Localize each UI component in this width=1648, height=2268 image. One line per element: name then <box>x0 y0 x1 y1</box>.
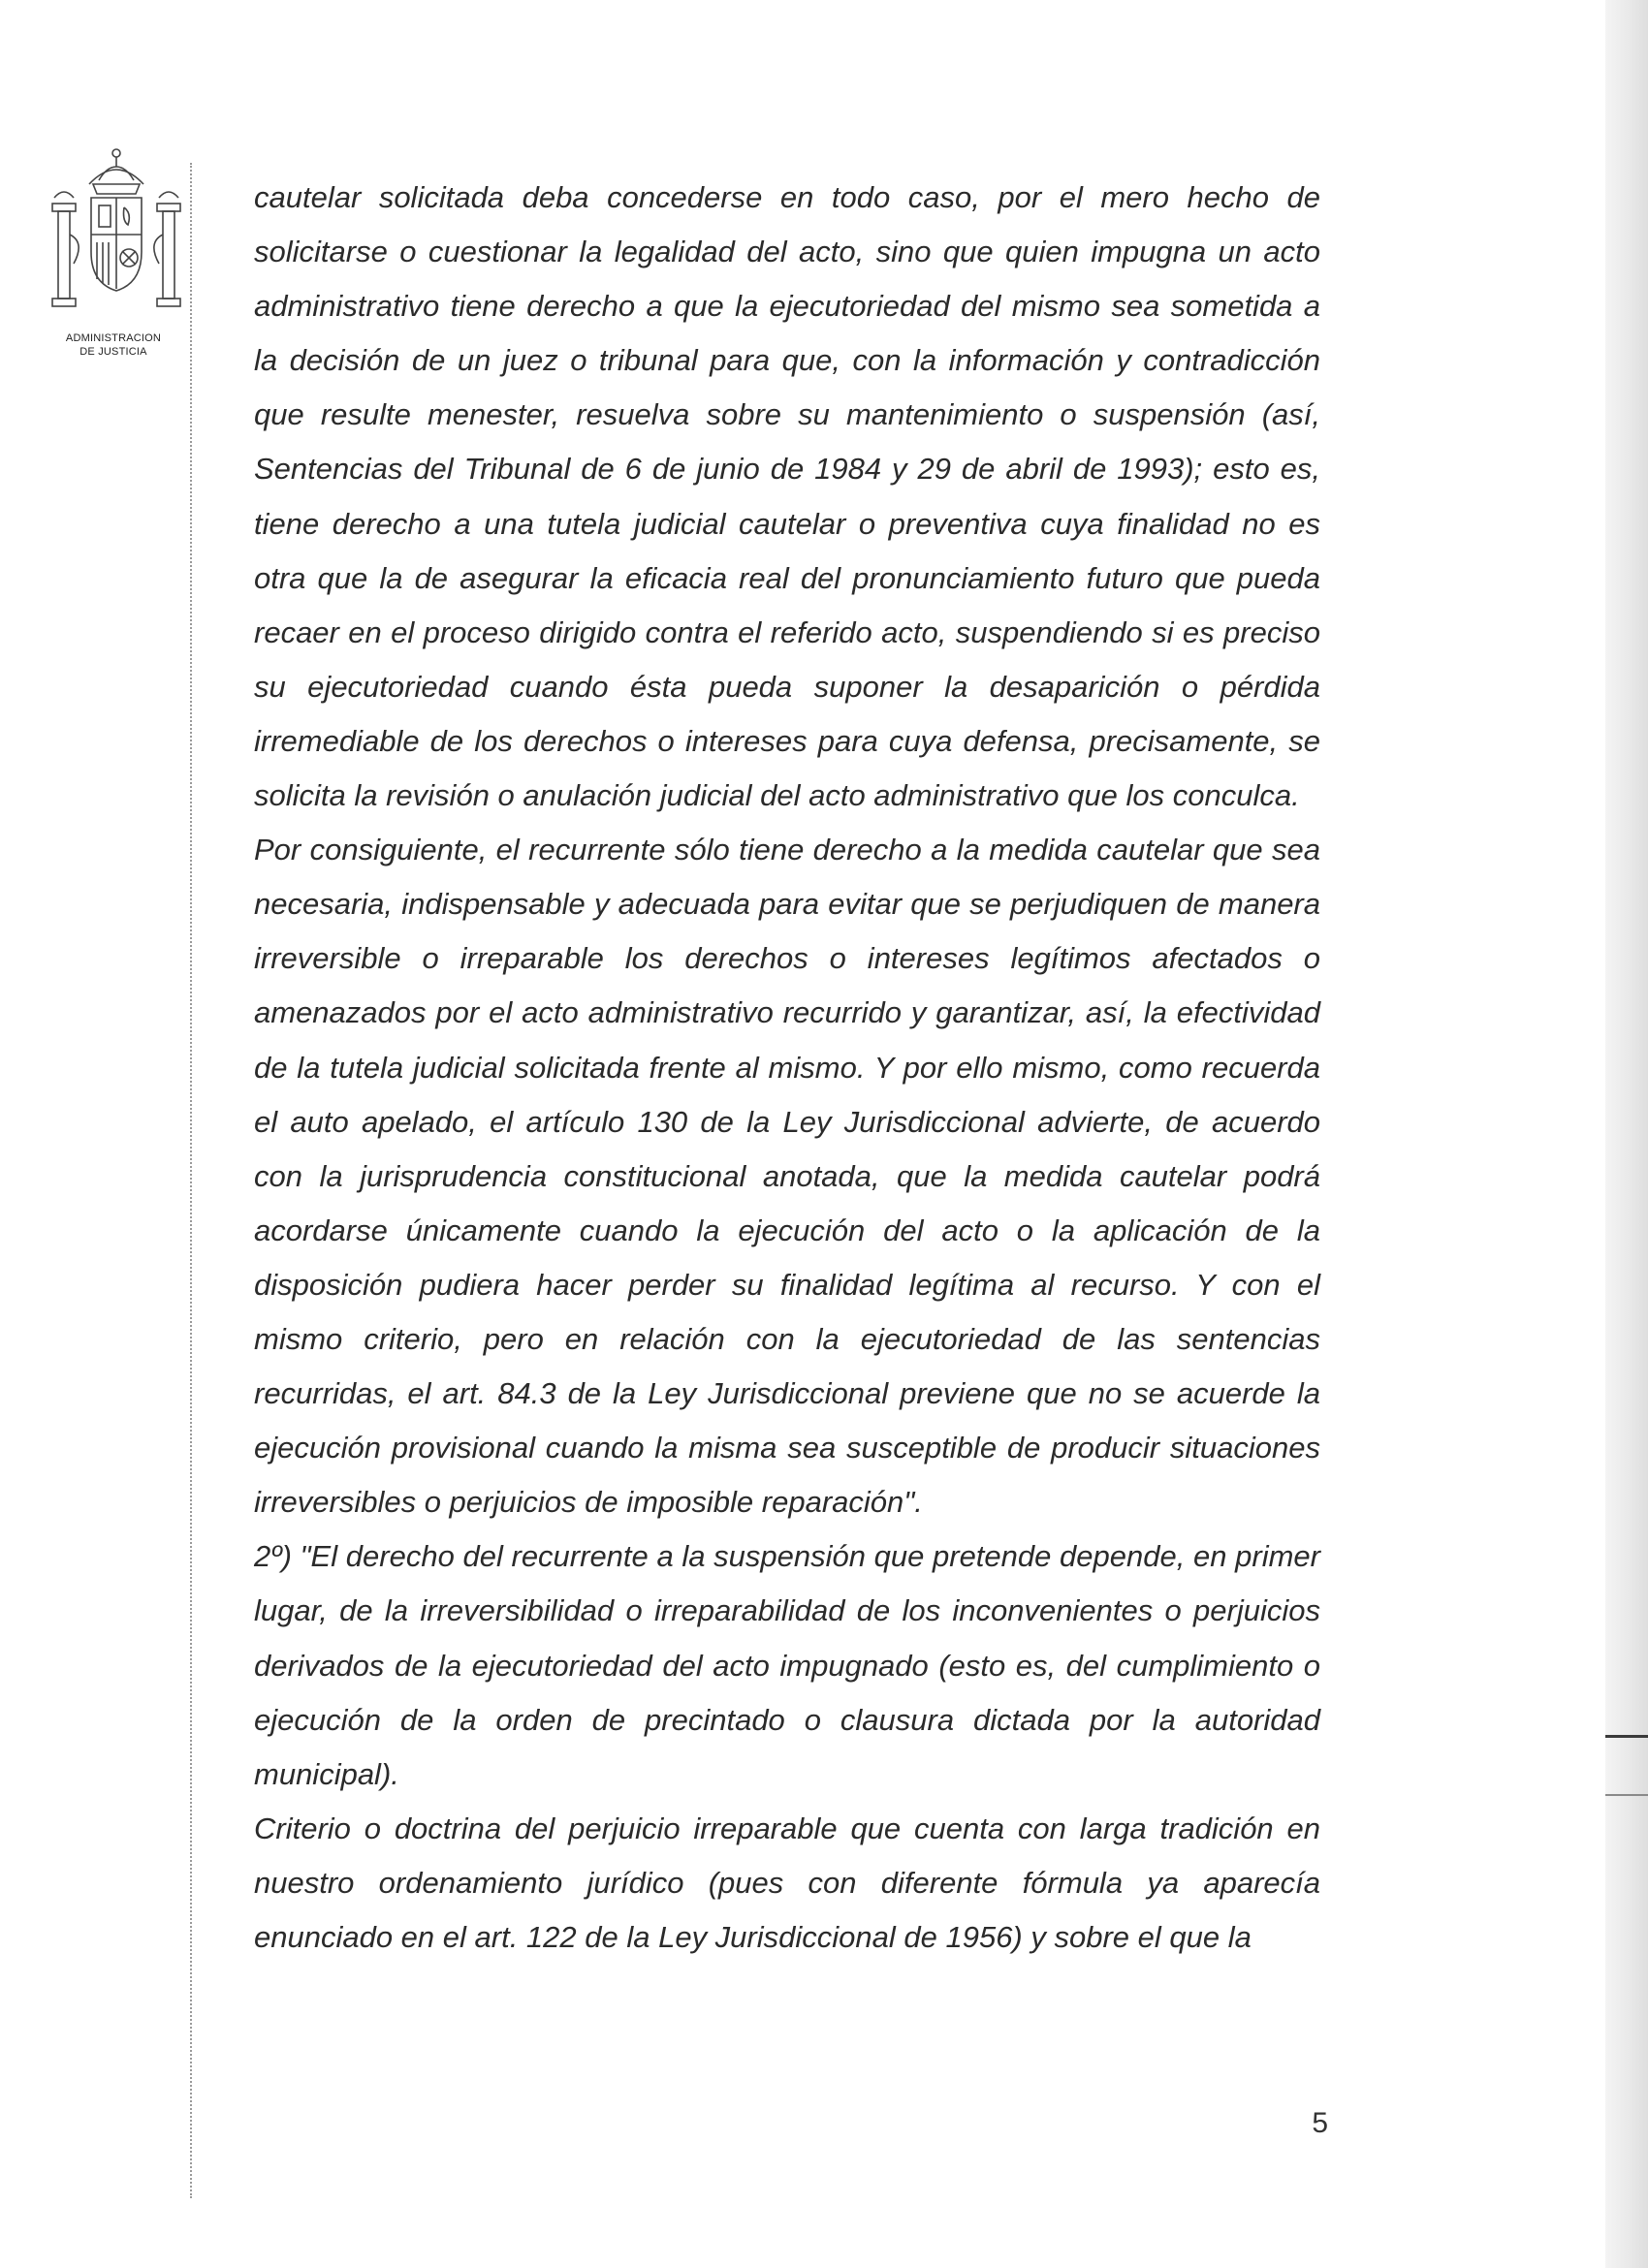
document-body <box>254 171 1320 1965</box>
scan-edge-mark <box>1605 1735 1648 1738</box>
coat-of-arms-seal <box>39 138 194 322</box>
body-paragraph: cautelar solicitada deba concederse en todo caso, por el mero hecho de solicitarse o cuestionar la legalidad del acto, sino que quien impugna un acto administrativo tiene derecho a que la ejecutoriedad del mismo sea sometida a la decisión de un juez o tribunal para que, con la información y contradicción que resulte menester, resuelva sobre su mantenimiento o suspensión (así, Sentencias del Tribunal de 6 de junio de 1984 y 29 de abril de 1993); esto es, tiene derecho a una tutela judicial cautelar o preventiva cuya finalidad no es otra que la de asegurar la eficacia real del pronunciamiento futuro que pueda recaer en el proceso dirigido contra el referido acto, suspendiendo si es preciso su ejecutoriedad cuando ésta pueda suponer la desaparición o pérdida irremediable de los derechos o intereses para cuya defensa, precisamente, se solicita la revisión o anulación judicial del acto administrativo que los conculca. <box>254 180 1320 813</box>
scan-edge-shadow <box>1605 0 1648 2268</box>
body-paragraph: Criterio o doctrina del perjuicio irreparable que cuenta con larga tradición en nuestro ordenamiento jurídico (pues con diferente fórmula ya aparecía enunciado en el art. 122 de la Ley Jurisdiccional de 1956) y sobre el que la <box>254 1811 1320 1954</box>
seal-caption <box>41 331 186 359</box>
margin-rule <box>190 163 192 2198</box>
scan-edge-mark <box>1605 1794 1648 1796</box>
body-paragraph: 2º) "El derecho del recurrente a la suspensión que pretende depende, en primer lugar, de la irreversibilidad o irreparabilidad de los inconvenientes o perjuicios derivados de la ejecutoriedad del acto impugnado (esto es, del cumplimiento o ejecución de la orden de precintado o clausura dictada por la autoridad municipal). <box>254 1539 1320 1791</box>
seal-caption-line: ADMINISTRACION <box>65 332 162 344</box>
seal-caption-line: DE JUSTICIA <box>79 346 147 358</box>
page-number: 5 <box>1312 2107 1328 2139</box>
body-paragraph: Por consiguiente, el recurrente sólo tiene derecho a la medida cautelar que sea necesaria, indispensable y adecuada para evitar que se perjudiquen de manera irreversible o irreparable los derechos o intereses legítimos afectados o amenazados por el acto administrativo recurrido y garantizar, así, la efectividad de la tutela judicial solicitada frente al mismo. Y por ello mismo, como recuerda el auto apelado, el artículo 130 de la Ley Jurisdiccional advierte, de acuerdo con la jurisprudencia constitucional anotada, que la medida cautelar podrá acordarse únicamente cuando la ejecución del acto o la aplicación de la disposición pudiera hacer perder su finalidad legítima al recurso. Y con el mismo criterio, pero en relación con la ejecutoriedad de las sentencias recurridas, el art. 84.3 de la Ley Jurisdiccional previene que no se acuerde la ejecución provisional cuando la misma sea susceptible de producir situaciones irreversibles o perjuicios de imposible reparación". <box>254 833 1320 1520</box>
